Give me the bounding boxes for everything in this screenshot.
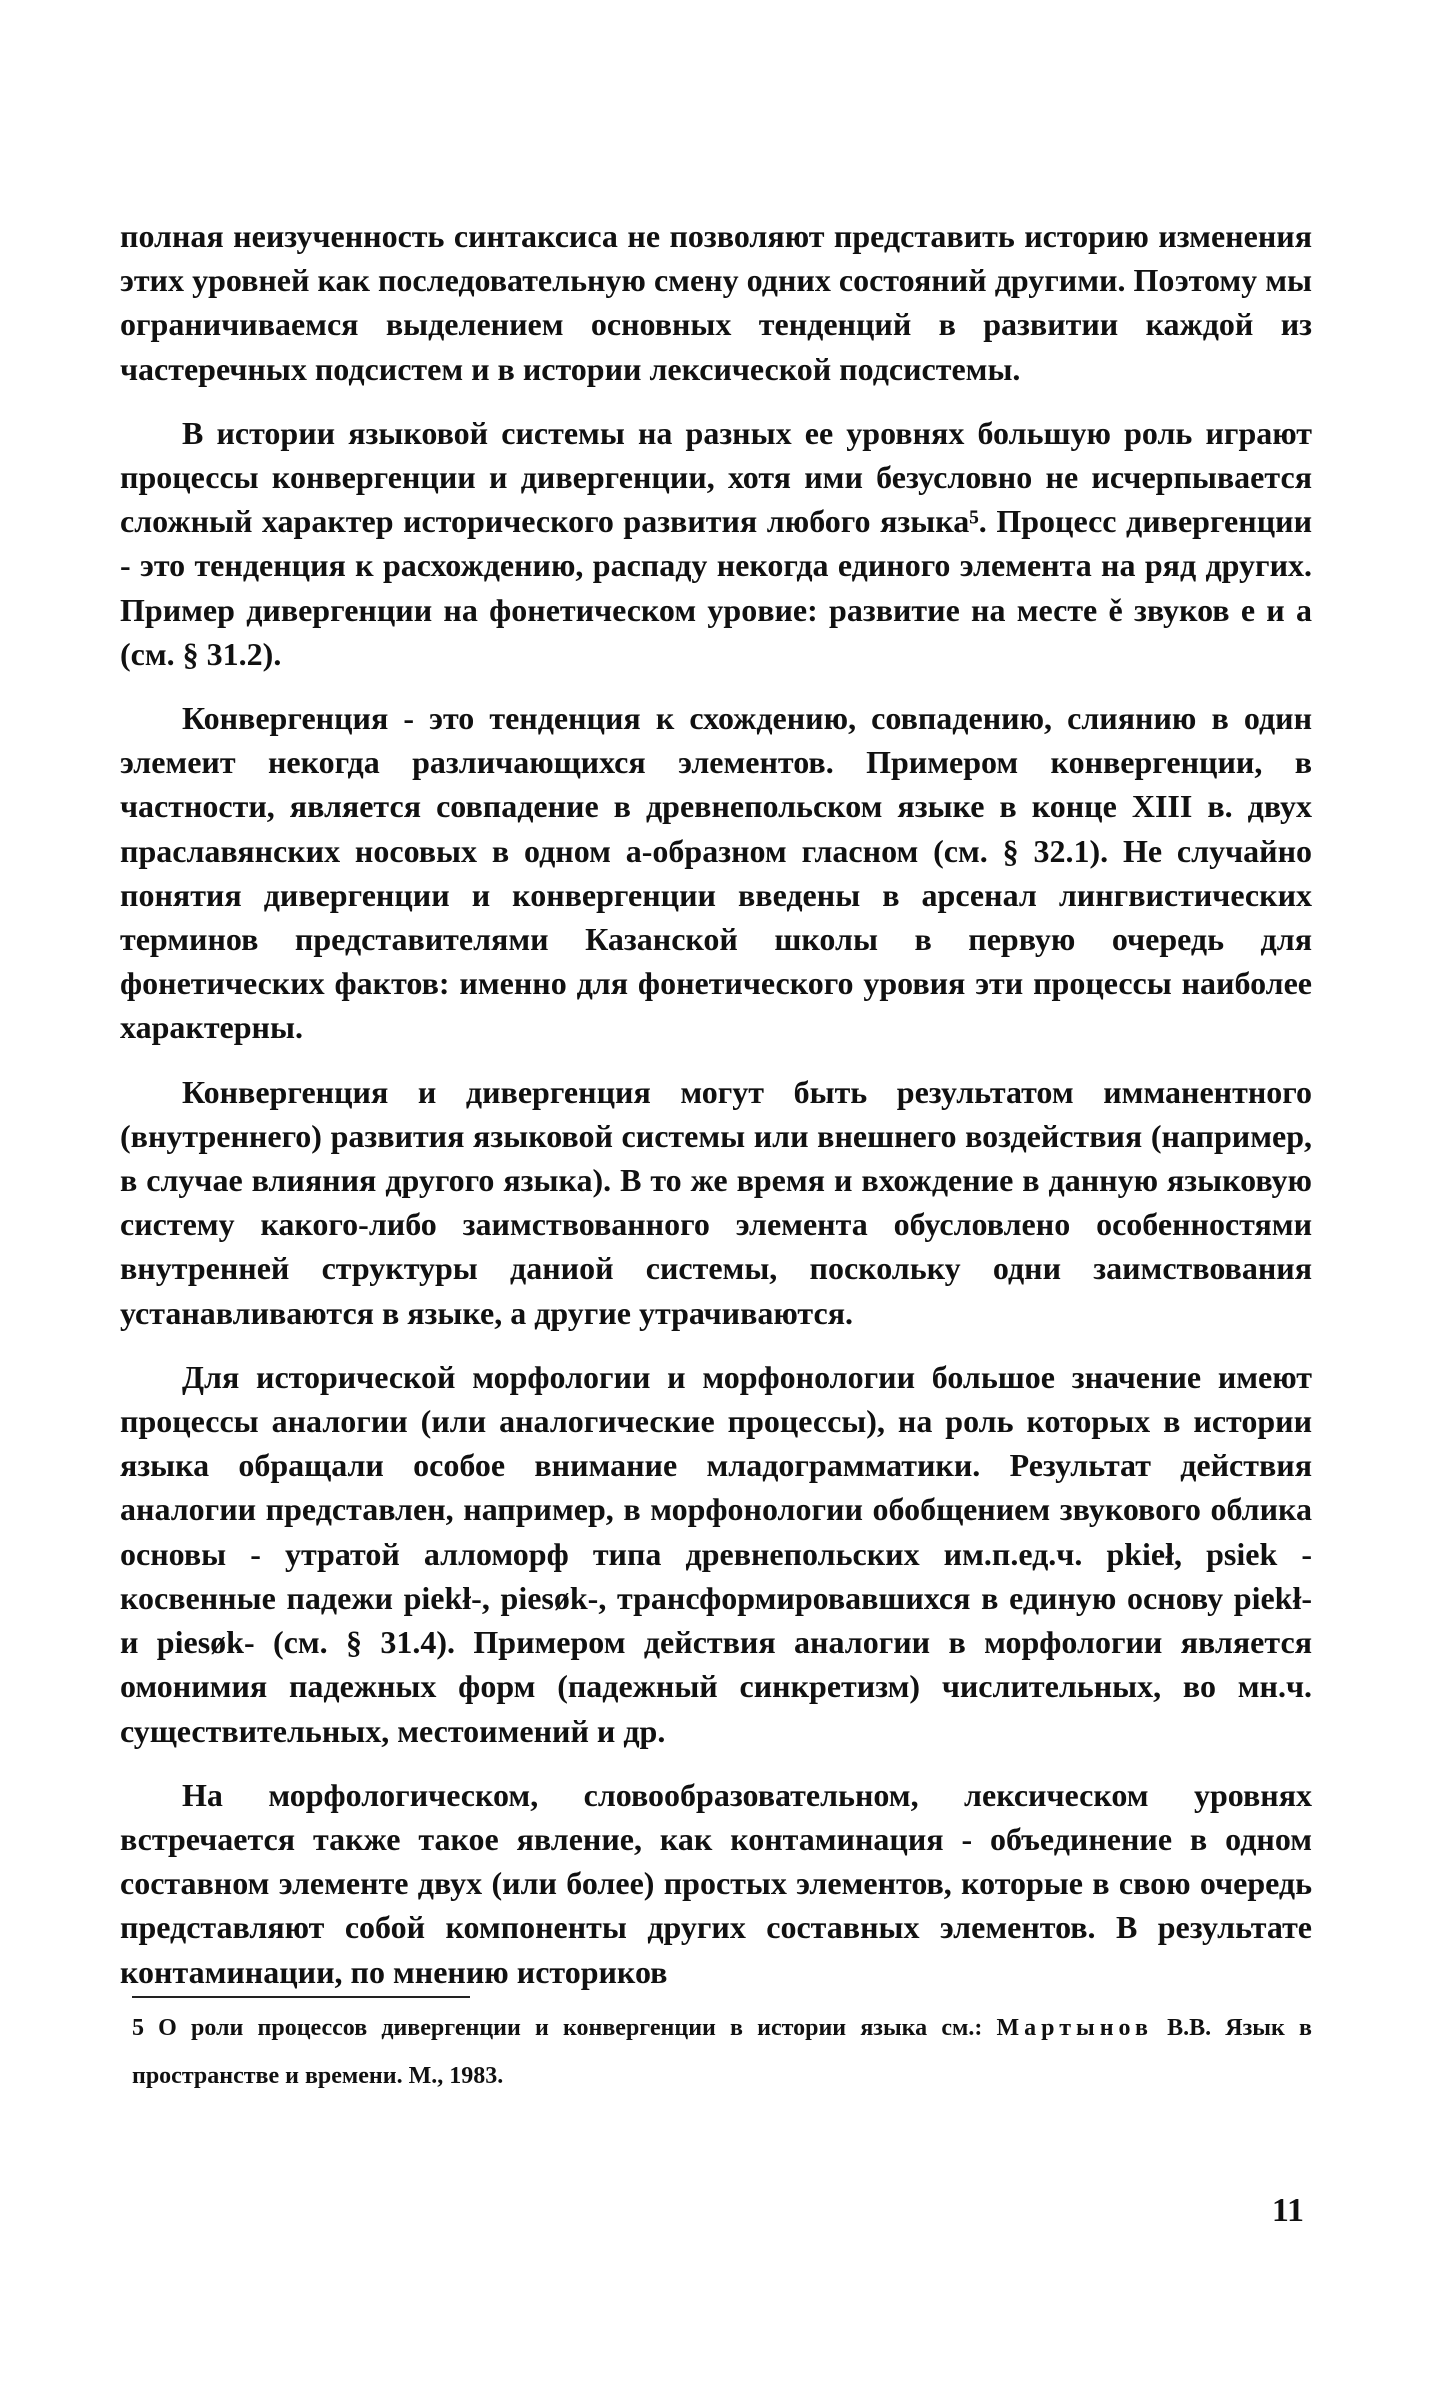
footnote-divider	[132, 1996, 470, 1998]
page-number: 11	[1271, 2192, 1304, 2229]
footnote-author: Мартынов	[996, 2014, 1153, 2041]
paragraph-6: На морфологическом, словообразовательном, лексическом уровнях встречается также такое явление, как контаминация - объединение в одном составном элементе двух (или более) простых элементов, которые в свою очередь представляют собой компоненты других составных элементов. В результате контаминации, по мнению историков	[120, 1776, 1312, 1990]
footnote-text-before: 5 О роли процессов дивергенции и конвергенции в истории языка см.:	[132, 2014, 983, 2041]
footnote-text-after: В.В. Язык в пространстве и времени. М., 1983.	[132, 2014, 1312, 2089]
paragraph-2: В истории языковой системы на разных ее уровнях большую роль играют процессы конвергенции и дивергенции, хотя ими безусловно не исчерпывается сложный характер исторического развития любого языка⁵. Процесс дивергенции - это тенденция к расхождению, распаду некогда единого элемента на ряд других. Пример дивергенции на фонетическом урoвие: развитие на месте ě звуков e и a (см. § 31.2).	[120, 414, 1312, 672]
paragraph-5: Для исторической морфологии и морфонологии большое значение имеют процессы аналогии (или аналогические процессы), на роль которых в истории языка обращали особое внимание младограмматики. Результат действия аналогии представлен, например, в морфонологии обобщением звукового облика основы - утратой алломорф типа древнепольских им.п.ед.ч. pkieł, psiek - косвенные падежи piekł-, piesøk-, трансформировавшихся в единую основу piekł- и piesøk- (см. § 31.4). Примером действия аналогии в морфологии является омонимия падежных форм (падежный синкретизм) числительных, во мн.ч. существительных, местоимений и др.	[120, 1358, 1312, 1749]
page-body	[120, 214, 1312, 2100]
paragraph-3: Конвергенция - это тенденция к схождению, совпадению, слиянию в один элемеит некогда различающихся элементов. Примером конвергенции, в частности, является совпадение в древнепольском языке в конце XIII в. двух праславянских носовых в одном a-образном гласном (см. § 32.1). Не случайно понятия дивергенции и конвергенции введены в арсенал лингвистических терминов представителями Казанской школы в первую очередь для фонетических фактов: именно для фонетического уровия эти процессы наиболее характерны.	[120, 700, 1312, 1046]
footnote	[120, 2004, 1312, 2100]
paragraph-4: Конвергенция и дивергенция могут быть результатом имманентного (внутреннего) развития языковой системы или внешнего воздействия (например, в случае влияния другого языка). В то же время и вхождение в данную языковую систему какого-либо заимствованного элемента обусловлено особенностями внутренней структуры даниой системы, поскольку одни заимствования устанавливаются в языке, а другие утрачиваются.	[120, 1073, 1312, 1331]
paragraph-1: полная неизученность синтаксиса не позволяют представить историю изменения этих уровней как последовательную смену одних состояний другими. Поэтому мы ограничиваемся выделением основных тенденций в развитии каждой из частеречных подсистем и в истории лексической подсистемы.	[120, 218, 1312, 387]
